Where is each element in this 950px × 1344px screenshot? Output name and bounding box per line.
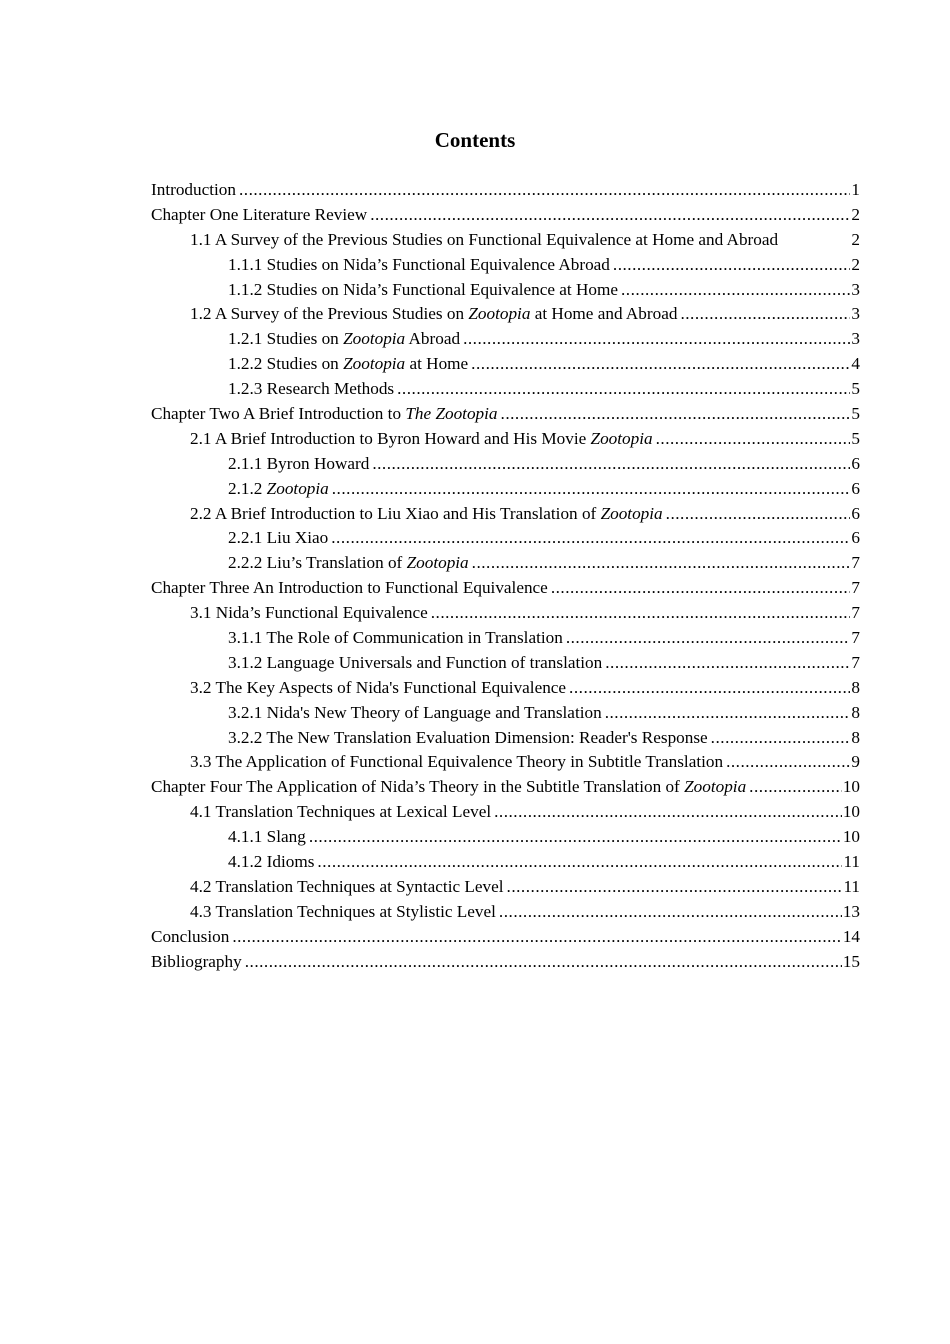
toc-entry-title bbox=[190, 502, 663, 527]
page-number: 7 bbox=[851, 603, 860, 623]
dot-leader bbox=[397, 377, 850, 402]
page-number: 6 bbox=[851, 478, 860, 498]
toc-entry[interactable] bbox=[151, 750, 860, 775]
toc-entry-title bbox=[151, 925, 229, 950]
title-text: at Home and Abroad bbox=[530, 304, 678, 324]
page-number: 14 bbox=[842, 926, 860, 946]
dot-leader bbox=[711, 726, 851, 751]
toc-entry[interactable] bbox=[151, 850, 860, 875]
title-text: 1.1.1 Studies on Nida’s Functional Equivalence Abroad bbox=[228, 254, 610, 274]
title-text: 4.1.1 Slang bbox=[228, 827, 306, 847]
toc-entry[interactable] bbox=[151, 302, 860, 327]
page-number: 3 bbox=[851, 279, 860, 299]
italic-title: Zootopia bbox=[590, 428, 653, 448]
toc-entry-title bbox=[228, 377, 394, 402]
toc-entry-title bbox=[228, 327, 460, 352]
title-text: at Home bbox=[405, 354, 469, 374]
page-title: Contents bbox=[434, 128, 516, 152]
toc-entry[interactable] bbox=[151, 651, 860, 676]
dot-leader bbox=[471, 352, 850, 377]
toc-entry-title bbox=[228, 726, 708, 751]
italic-title: Zootopia bbox=[406, 553, 469, 573]
toc-entry-title bbox=[228, 701, 602, 726]
italic-title: Zootopia bbox=[343, 354, 406, 374]
italic-title: The Zootopia bbox=[405, 404, 498, 424]
toc-entry-title bbox=[151, 178, 236, 203]
dot-leader bbox=[656, 427, 851, 452]
toc-entry[interactable] bbox=[151, 875, 860, 900]
toc-entry[interactable] bbox=[151, 900, 860, 925]
title-text: Conclusion bbox=[151, 926, 230, 946]
toc-entry[interactable] bbox=[151, 477, 860, 502]
toc-entry[interactable] bbox=[151, 925, 860, 950]
dot-leader bbox=[331, 526, 850, 551]
dot-leader bbox=[566, 626, 851, 651]
italic-title: Zootopia bbox=[468, 304, 531, 324]
page-number: 8 bbox=[851, 727, 860, 747]
italic-title: Zootopia bbox=[343, 329, 406, 349]
page-number: 9 bbox=[851, 752, 860, 772]
dot-leader bbox=[372, 452, 850, 477]
toc-entry[interactable] bbox=[151, 502, 860, 527]
page-number: 7 bbox=[851, 652, 860, 672]
toc-entry[interactable] bbox=[151, 327, 860, 352]
toc-entry[interactable] bbox=[151, 228, 860, 253]
toc-entry-title bbox=[151, 775, 746, 800]
toc-entry[interactable] bbox=[151, 726, 860, 751]
italic-title: Zootopia bbox=[684, 777, 747, 797]
toc-entry-title bbox=[190, 676, 566, 701]
page-number: 15 bbox=[842, 951, 860, 971]
dot-leader bbox=[472, 551, 851, 576]
toc-entry[interactable] bbox=[151, 701, 860, 726]
toc-entry-title bbox=[151, 203, 367, 228]
page-number: 3 bbox=[851, 329, 860, 349]
title-text: 2.1.1 Byron Howard bbox=[228, 453, 370, 473]
title-text: 4.3 Translation Techniques at Stylistic Level bbox=[190, 901, 496, 921]
toc-entry-title bbox=[151, 576, 548, 601]
title-text: 1.2.3 Research Methods bbox=[228, 379, 395, 399]
toc-entry-title bbox=[190, 228, 778, 253]
toc-entry[interactable] bbox=[151, 576, 860, 601]
page-number: 11 bbox=[843, 852, 860, 872]
title-text: 3.1 Nida’s Functional Equivalence bbox=[190, 603, 428, 623]
title-text: 2.2.2 Liu’s Translation of bbox=[228, 553, 407, 573]
title-text: 2.2 A Brief Introduction to Liu Xiao and His Translation of bbox=[190, 503, 601, 523]
toc-entry[interactable] bbox=[151, 253, 860, 278]
title-text: 3.3 The Application of Functional Equivalence Theory in Subtitle Translation bbox=[190, 752, 724, 772]
dot-leader bbox=[605, 651, 850, 676]
toc-entry-title bbox=[228, 452, 369, 477]
page-number: 10 bbox=[842, 802, 860, 822]
toc-entry-title bbox=[190, 601, 428, 626]
toc-entry[interactable] bbox=[151, 825, 860, 850]
dot-leader bbox=[569, 676, 850, 701]
dot-leader bbox=[613, 253, 851, 278]
italic-title: Zootopia bbox=[266, 478, 329, 498]
page-number: 11 bbox=[843, 876, 860, 896]
dot-leader bbox=[239, 178, 850, 203]
page-number: 5 bbox=[851, 428, 860, 448]
toc-entry[interactable] bbox=[151, 551, 860, 576]
toc-entry[interactable] bbox=[151, 377, 860, 402]
page-number: 1 bbox=[851, 180, 860, 199]
title-text: 3.1.1 The Role of Communication in Translation bbox=[228, 628, 563, 648]
title-text: 3.2 The Key Aspects of Nida's Functional Equivalence bbox=[190, 677, 567, 697]
title-text: Chapter Three An Introduction to Functional Equivalence bbox=[151, 578, 548, 598]
page-number: 5 bbox=[851, 379, 860, 399]
page-number: 7 bbox=[851, 628, 860, 648]
toc-entry[interactable] bbox=[151, 526, 860, 551]
dot-leader bbox=[317, 850, 842, 875]
dot-leader bbox=[605, 701, 851, 726]
title-text: Chapter Two A Brief Introduction to bbox=[151, 404, 406, 424]
toc-entry-title bbox=[228, 526, 328, 551]
title-text: 3.2.2 The New Translation Evaluation Dimension: Reader's Response bbox=[228, 727, 708, 747]
toc-entry-title bbox=[228, 651, 602, 676]
toc-entry[interactable] bbox=[151, 352, 860, 377]
title-text: 4.2 Translation Techniques at Syntactic Level bbox=[190, 876, 504, 896]
page-number: 8 bbox=[851, 702, 860, 722]
page-number: 7 bbox=[851, 578, 860, 598]
page-number: 6 bbox=[851, 453, 860, 473]
toc-entry-title bbox=[190, 900, 496, 925]
toc-entry-title bbox=[190, 800, 491, 825]
page-number: 8 bbox=[851, 677, 860, 697]
title-text: 2.2.1 Liu Xiao bbox=[228, 528, 329, 548]
title-text: 1.2 A Survey of the Previous Studies on bbox=[190, 304, 469, 324]
toc-entry[interactable] bbox=[151, 402, 860, 427]
toc-entry-title bbox=[228, 551, 469, 576]
title-text: Chapter One Literature Review bbox=[151, 204, 368, 224]
title-text: 1.2.1 Studies on bbox=[228, 329, 344, 349]
toc-entry-title bbox=[228, 253, 610, 278]
dot-leader bbox=[507, 875, 843, 900]
toc-entry[interactable] bbox=[151, 278, 860, 303]
toc-entry-title bbox=[228, 477, 329, 502]
toc-entry[interactable] bbox=[151, 950, 860, 975]
dot-leader bbox=[551, 576, 851, 601]
dot-leader bbox=[370, 203, 850, 228]
toc-entry[interactable] bbox=[151, 800, 860, 825]
table-of-contents bbox=[151, 178, 860, 975]
title-text: 3.2.1 Nida's New Theory of Language and Translation bbox=[228, 702, 602, 722]
title-text: Bibliography bbox=[151, 951, 242, 971]
dot-leader bbox=[501, 402, 851, 427]
toc-entry-title bbox=[228, 825, 306, 850]
dot-leader bbox=[749, 775, 842, 800]
dot-leader bbox=[332, 477, 851, 502]
page-number: 3 bbox=[851, 304, 860, 324]
page-number: 2 bbox=[851, 204, 860, 224]
dot-leader bbox=[494, 800, 842, 825]
page-number: 5 bbox=[851, 404, 860, 424]
toc-entry[interactable] bbox=[151, 601, 860, 626]
title-text: 1.1.2 Studies on Nida’s Functional Equivalence at Home bbox=[228, 279, 618, 299]
title-text: 4.1 Translation Techniques at Lexical Level bbox=[190, 802, 492, 822]
toc-entry[interactable] bbox=[151, 178, 860, 203]
page-number: 2 bbox=[851, 229, 860, 249]
toc-entry-title bbox=[228, 352, 468, 377]
toc-entry-title bbox=[190, 875, 504, 900]
dot-leader bbox=[245, 950, 842, 975]
toc-entry-title bbox=[190, 302, 677, 327]
toc-entry[interactable] bbox=[151, 203, 860, 228]
dot-leader bbox=[680, 302, 850, 327]
toc-entry-title bbox=[228, 850, 314, 875]
toc-entry[interactable] bbox=[151, 775, 860, 800]
title-text: 1.1 A Survey of the Previous Studies on Functional Equivalence at Home and Abroad bbox=[190, 229, 779, 249]
dot-leader bbox=[463, 327, 850, 352]
toc-entry-title bbox=[228, 626, 563, 651]
dot-leader bbox=[726, 750, 850, 775]
page-number: 10 bbox=[842, 827, 860, 847]
page-number: 10 bbox=[842, 777, 860, 797]
page-number: 4 bbox=[851, 354, 860, 374]
dot-leader bbox=[621, 278, 850, 303]
title-text: Introduction bbox=[151, 180, 236, 199]
title-text: 4.1.2 Idioms bbox=[228, 852, 315, 872]
page-number: 6 bbox=[851, 528, 860, 548]
title-text: Abroad bbox=[405, 329, 461, 349]
dot-leader bbox=[499, 900, 842, 925]
page-number: 6 bbox=[851, 503, 860, 523]
dot-leader bbox=[666, 502, 851, 527]
italic-title: Zootopia bbox=[600, 503, 663, 523]
page-number: 2 bbox=[851, 254, 860, 274]
toc-entry[interactable] bbox=[151, 452, 860, 477]
title-text: 3.1.2 Language Universals and Function of translation bbox=[228, 652, 603, 672]
toc-entry[interactable] bbox=[151, 676, 860, 701]
title-text: 1.2.2 Studies on bbox=[228, 354, 344, 374]
toc-entry-title bbox=[228, 278, 618, 303]
title-text: 2.1.2 bbox=[228, 478, 267, 498]
toc-entry-title bbox=[190, 750, 723, 775]
title-text: Chapter Four The Application of Nida’s Theory in the Subtitle Translation of bbox=[151, 777, 685, 797]
dot-leader bbox=[232, 925, 842, 950]
toc-entry-title bbox=[151, 950, 242, 975]
page-number: 7 bbox=[851, 553, 860, 573]
toc-entry-title bbox=[151, 402, 498, 427]
page-number: 13 bbox=[842, 901, 860, 921]
toc-entry[interactable] bbox=[151, 626, 860, 651]
toc-entry[interactable] bbox=[151, 427, 860, 452]
dot-leader bbox=[309, 825, 842, 850]
title-text: 2.1 A Brief Introduction to Byron Howard and His Movie bbox=[190, 428, 591, 448]
toc-entry-title bbox=[190, 427, 653, 452]
dot-leader bbox=[431, 601, 851, 626]
